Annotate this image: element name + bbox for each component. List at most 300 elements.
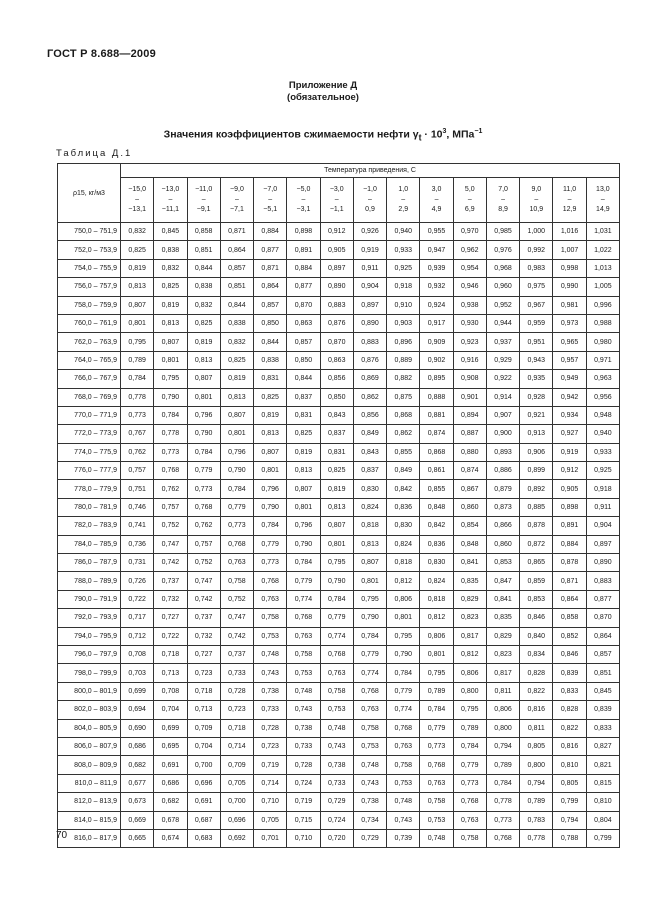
value-cell: 0,795 <box>453 701 486 719</box>
value-cell: 0,876 <box>353 351 386 369</box>
value-cell: 0,877 <box>254 241 287 259</box>
value-cell: 0,801 <box>420 645 453 663</box>
temperature-to: 10,9 <box>529 206 544 213</box>
value-cell: 0,710 <box>287 829 320 847</box>
value-cell: 0,940 <box>387 223 420 241</box>
value-cell: 0,811 <box>520 719 553 737</box>
value-cell: 0,927 <box>553 425 586 443</box>
value-cell: 0,850 <box>287 351 320 369</box>
temperature-to: −3,1 <box>296 206 311 213</box>
table-row <box>58 425 620 443</box>
value-cell: 0,806 <box>387 590 420 608</box>
heading-subscript: t <box>418 132 422 143</box>
value-cell: 0,768 <box>353 682 386 700</box>
density-range-cell: 760,0 – 761,9 <box>58 314 121 332</box>
value-cell: 0,799 <box>586 829 619 847</box>
value-cell: 0,806 <box>453 664 486 682</box>
value-cell: 0,696 <box>187 774 220 792</box>
temperature-column-header <box>220 178 253 223</box>
table-label: Таблица Д.1 <box>56 148 133 159</box>
value-cell: 0,925 <box>387 259 420 277</box>
value-cell: 0,880 <box>453 443 486 461</box>
value-cell: 0,739 <box>387 829 420 847</box>
value-cell: 0,807 <box>220 406 253 424</box>
value-cell: 0,796 <box>220 443 253 461</box>
value-cell: 0,727 <box>187 645 220 663</box>
value-cell: 0,864 <box>220 241 253 259</box>
value-cell: 0,729 <box>353 829 386 847</box>
value-cell: 0,862 <box>387 425 420 443</box>
value-cell: 0,878 <box>520 517 553 535</box>
value-cell: 0,784 <box>453 737 486 755</box>
table-row <box>58 590 620 608</box>
value-cell: 0,708 <box>154 682 187 700</box>
value-cell: 0,928 <box>520 388 553 406</box>
value-cell: 0,870 <box>586 609 619 627</box>
temperature-from: 9,0 <box>531 186 542 193</box>
value-cell: 0,903 <box>387 314 420 332</box>
temperature-to: 0,9 <box>365 206 375 213</box>
value-cell: 0,872 <box>520 535 553 553</box>
table-row <box>58 480 620 498</box>
density-range-cell: 782,0 – 783,9 <box>58 517 121 535</box>
value-cell: 0,790 <box>254 498 287 516</box>
temperature-column-header <box>121 178 154 223</box>
temperature-dash: – <box>135 196 140 203</box>
value-cell: 0,784 <box>420 701 453 719</box>
table-row <box>58 554 620 572</box>
temperature-from: 7,0 <box>498 186 508 193</box>
value-cell: 0,778 <box>486 793 519 811</box>
temperature-to: −7,1 <box>230 206 244 213</box>
density-range-cell: 784,0 – 785,9 <box>58 535 121 553</box>
density-range-cell: 810,0 – 811,9 <box>58 774 121 792</box>
value-cell: 0,871 <box>254 259 287 277</box>
value-cell: 0,703 <box>121 664 154 682</box>
table-row <box>58 406 620 424</box>
value-cell: 0,743 <box>320 737 353 755</box>
value-cell: 0,863 <box>320 351 353 369</box>
value-cell: 0,773 <box>486 811 519 829</box>
value-cell: 0,723 <box>187 664 220 682</box>
value-cell: 0,916 <box>453 351 486 369</box>
value-cell: 0,784 <box>121 370 154 388</box>
value-cell: 0,838 <box>220 314 253 332</box>
value-cell: 0,696 <box>220 811 253 829</box>
density-range-cell: 806,0 – 807,9 <box>58 737 121 755</box>
value-cell: 0,897 <box>586 535 619 553</box>
value-cell: 0,682 <box>154 793 187 811</box>
value-cell: 0,719 <box>287 793 320 811</box>
value-cell: 0,806 <box>486 701 519 719</box>
table-row <box>58 627 620 645</box>
density-range-cell: 762,0 – 763,9 <box>58 333 121 351</box>
value-cell: 0,779 <box>254 535 287 553</box>
value-cell: 0,863 <box>287 314 320 332</box>
value-cell: 0,819 <box>254 406 287 424</box>
value-cell: 0,857 <box>254 296 287 314</box>
value-cell: 0,773 <box>121 406 154 424</box>
value-cell: 0,864 <box>254 278 287 296</box>
value-cell: 0,799 <box>553 793 586 811</box>
value-cell: 0,753 <box>420 811 453 829</box>
value-cell: 0,855 <box>420 480 453 498</box>
value-cell: 0,912 <box>553 462 586 480</box>
value-cell: 0,837 <box>320 425 353 443</box>
value-cell: 0,804 <box>586 811 619 829</box>
temperature-column-header <box>320 178 353 223</box>
value-cell: 0,855 <box>387 443 420 461</box>
value-cell: 0,686 <box>121 737 154 755</box>
value-cell: 0,831 <box>287 406 320 424</box>
value-cell: 0,818 <box>387 554 420 572</box>
temperature-column-header <box>353 178 386 223</box>
density-range-cell: 796,0 – 797,9 <box>58 645 121 663</box>
value-cell: 0,858 <box>553 609 586 627</box>
temperature-column-header <box>520 178 553 223</box>
value-cell: 0,971 <box>586 351 619 369</box>
value-cell: 0,742 <box>154 554 187 572</box>
table-row <box>58 259 620 277</box>
value-cell: 0,807 <box>287 480 320 498</box>
temperature-to: 14,9 <box>596 206 610 213</box>
value-cell: 0,832 <box>121 223 154 241</box>
density-range-cell: 756,0 – 757,9 <box>58 278 121 296</box>
value-cell: 0,692 <box>220 829 253 847</box>
value-cell: 0,673 <box>121 793 154 811</box>
value-cell: 0,712 <box>121 627 154 645</box>
value-cell: 0,718 <box>187 682 220 700</box>
value-cell: 0,861 <box>420 462 453 480</box>
value-cell: 0,884 <box>553 535 586 553</box>
value-cell: 0,829 <box>486 627 519 645</box>
value-cell: 0,742 <box>220 627 253 645</box>
table-row <box>58 296 620 314</box>
document-code: ГОСТ Р 8.688—2009 <box>47 48 156 60</box>
value-cell: 0,753 <box>387 774 420 792</box>
temperature-header: Температура приведения, С <box>121 164 620 178</box>
value-cell: 0,724 <box>320 811 353 829</box>
value-cell: 0,884 <box>254 223 287 241</box>
table-row <box>58 609 620 627</box>
table-row <box>58 572 620 590</box>
value-cell: 0,805 <box>520 737 553 755</box>
value-cell: 0,816 <box>520 701 553 719</box>
value-cell: 0,844 <box>287 370 320 388</box>
value-cell: 0,733 <box>320 774 353 792</box>
table-row <box>58 498 620 516</box>
value-cell: 0,753 <box>287 664 320 682</box>
value-cell: 0,839 <box>553 664 586 682</box>
value-cell: 0,810 <box>586 793 619 811</box>
heading-superscript-1: 3 <box>442 128 447 135</box>
value-cell: 0,831 <box>320 443 353 461</box>
temperature-to: −13,1 <box>128 206 146 213</box>
value-cell: 0,930 <box>453 314 486 332</box>
value-cell: 0,678 <box>154 811 187 829</box>
value-cell: 0,973 <box>553 314 586 332</box>
value-cell: 0,768 <box>486 829 519 847</box>
density-range-cell: 800,0 – 801,9 <box>58 682 121 700</box>
value-cell: 0,854 <box>453 517 486 535</box>
value-cell: 0,822 <box>520 682 553 700</box>
value-cell: 0,738 <box>254 682 287 700</box>
appendix-header <box>0 80 646 104</box>
value-cell: 0,773 <box>154 443 187 461</box>
value-cell: 0,901 <box>453 388 486 406</box>
value-cell: 0,790 <box>220 462 253 480</box>
value-cell: 0,849 <box>387 462 420 480</box>
value-cell: 0,883 <box>353 333 386 351</box>
value-cell: 0,885 <box>520 498 553 516</box>
value-cell: 0,699 <box>121 682 154 700</box>
value-cell: 0,845 <box>586 682 619 700</box>
value-cell: 0,841 <box>453 554 486 572</box>
value-cell: 0,801 <box>387 609 420 627</box>
value-cell: 0,897 <box>320 259 353 277</box>
value-cell: 0,717 <box>121 609 154 627</box>
value-cell: 0,763 <box>320 664 353 682</box>
value-cell: 0,842 <box>387 480 420 498</box>
value-cell: 0,893 <box>486 443 519 461</box>
temperature-dash: – <box>401 196 406 203</box>
value-cell: 0,970 <box>453 223 486 241</box>
value-cell: 0,722 <box>121 590 154 608</box>
temperature-from: −9,0 <box>230 186 244 193</box>
value-cell: 0,709 <box>187 719 220 737</box>
value-cell: 0,790 <box>353 609 386 627</box>
value-cell: 0,795 <box>121 333 154 351</box>
value-cell: 0,705 <box>220 774 253 792</box>
value-cell: 0,801 <box>353 572 386 590</box>
table-row <box>58 388 620 406</box>
temperature-column-header <box>453 178 486 223</box>
heading-superscript-2: −1 <box>474 128 483 135</box>
value-cell: 0,834 <box>520 645 553 663</box>
value-cell: 0,768 <box>420 756 453 774</box>
density-range-cell: 772,0 – 773,9 <box>58 425 121 443</box>
value-cell: 0,981 <box>553 296 586 314</box>
value-cell: 0,906 <box>520 443 553 461</box>
density-range-cell: 792,0 – 793,9 <box>58 609 121 627</box>
value-cell: 0,891 <box>553 517 586 535</box>
value-cell: 0,963 <box>586 370 619 388</box>
value-cell: 0,836 <box>387 498 420 516</box>
value-cell: 0,919 <box>353 241 386 259</box>
value-cell: 0,985 <box>486 223 519 241</box>
value-cell: 0,818 <box>353 517 386 535</box>
temperature-dash: – <box>234 196 239 203</box>
temperature-to: 12,9 <box>562 206 577 213</box>
temperature-column-header <box>420 178 453 223</box>
value-cell: 0,946 <box>453 278 486 296</box>
value-cell: 0,732 <box>154 590 187 608</box>
density-range-cell: 804,0 – 805,9 <box>58 719 121 737</box>
appendix-note: (обязательное) <box>287 92 359 103</box>
value-cell: 0,831 <box>254 370 287 388</box>
value-cell: 0,790 <box>287 535 320 553</box>
value-cell: 0,817 <box>453 627 486 645</box>
value-cell: 0,784 <box>154 406 187 424</box>
value-cell: 0,713 <box>187 701 220 719</box>
value-cell: 0,752 <box>187 554 220 572</box>
value-cell: 0,832 <box>154 259 187 277</box>
value-cell: 0,813 <box>254 425 287 443</box>
value-cell: 0,801 <box>254 462 287 480</box>
value-cell: 0,807 <box>154 333 187 351</box>
page-number: 70 <box>56 830 68 841</box>
value-cell: 0,732 <box>187 627 220 645</box>
value-cell: 0,742 <box>187 590 220 608</box>
value-cell: 0,888 <box>420 388 453 406</box>
value-cell: 0,737 <box>187 609 220 627</box>
value-cell: 0,830 <box>387 517 420 535</box>
temperature-from: 5,0 <box>464 186 475 193</box>
value-cell: 0,870 <box>287 296 320 314</box>
value-cell: 0,960 <box>486 278 519 296</box>
value-cell: 0,794 <box>553 811 586 829</box>
value-cell: 0,690 <box>121 719 154 737</box>
value-cell: 0,846 <box>520 609 553 627</box>
value-cell: 0,897 <box>353 296 386 314</box>
value-cell: 0,729 <box>320 793 353 811</box>
value-cell: 0,839 <box>586 701 619 719</box>
value-cell: 0,951 <box>520 333 553 351</box>
value-cell: 0,902 <box>420 351 453 369</box>
value-cell: 0,758 <box>287 645 320 663</box>
value-cell: 0,734 <box>353 811 386 829</box>
value-cell: 0,851 <box>220 278 253 296</box>
temperature-to: 6,9 <box>464 206 475 213</box>
value-cell: 0,794 <box>520 774 553 792</box>
value-cell: 0,846 <box>553 645 586 663</box>
table-row <box>58 278 620 296</box>
value-cell: 0,753 <box>254 627 287 645</box>
value-cell: 0,919 <box>553 443 586 461</box>
temperature-column-header <box>586 178 619 223</box>
value-cell: 0,784 <box>287 554 320 572</box>
value-cell: 0,878 <box>553 554 586 572</box>
temperature-from: −13,0 <box>161 186 180 193</box>
value-cell: 0,849 <box>353 425 386 443</box>
value-cell: 0,856 <box>320 370 353 388</box>
value-cell: 0,824 <box>420 572 453 590</box>
value-cell: 0,821 <box>586 756 619 774</box>
value-cell: 0,718 <box>154 645 187 663</box>
value-cell: 0,789 <box>420 682 453 700</box>
value-cell: 0,796 <box>287 517 320 535</box>
value-cell: 0,736 <box>121 535 154 553</box>
table-row <box>58 811 620 829</box>
value-cell: 0,813 <box>154 314 187 332</box>
value-cell: 0,713 <box>154 664 187 682</box>
value-cell: 0,763 <box>420 774 453 792</box>
value-cell: 0,752 <box>154 517 187 535</box>
value-cell: 0,856 <box>353 406 386 424</box>
value-cell: 0,857 <box>287 333 320 351</box>
value-cell: 0,789 <box>121 351 154 369</box>
value-cell: 0,837 <box>287 388 320 406</box>
value-cell: 0,726 <box>121 572 154 590</box>
value-cell: 0,818 <box>420 590 453 608</box>
value-cell: 0,911 <box>353 259 386 277</box>
value-cell: 0,813 <box>121 278 154 296</box>
value-cell: 0,853 <box>486 554 519 572</box>
value-cell: 0,737 <box>220 645 253 663</box>
value-cell: 0,890 <box>320 278 353 296</box>
table-row <box>58 314 620 332</box>
value-cell: 0,790 <box>320 572 353 590</box>
value-cell: 0,722 <box>154 627 187 645</box>
value-cell: 0,733 <box>287 737 320 755</box>
density-range-cell: 778,0 – 779,9 <box>58 480 121 498</box>
value-cell: 0,758 <box>220 572 253 590</box>
value-cell: 0,841 <box>486 590 519 608</box>
temperature-dash: – <box>534 196 539 203</box>
value-cell: 0,877 <box>586 590 619 608</box>
temperature-to: 2,9 <box>398 206 409 213</box>
value-cell: 0,795 <box>353 590 386 608</box>
value-cell: 0,847 <box>486 572 519 590</box>
value-cell: 0,860 <box>453 498 486 516</box>
value-cell: 0,669 <box>121 811 154 829</box>
value-cell: 0,800 <box>453 682 486 700</box>
value-cell: 0,699 <box>154 719 187 737</box>
temperature-to: 4,9 <box>431 206 442 213</box>
temperature-dash: – <box>168 196 173 203</box>
value-cell: 0,858 <box>187 223 220 241</box>
density-range-cell: 750,0 – 751,9 <box>58 223 121 241</box>
value-cell: 0,813 <box>320 498 353 516</box>
value-cell: 0,773 <box>254 554 287 572</box>
heading-unit: , МПа <box>446 128 475 141</box>
value-cell: 0,774 <box>387 701 420 719</box>
value-cell: 0,904 <box>586 517 619 535</box>
value-cell: 0,853 <box>520 590 553 608</box>
value-cell: 0,844 <box>254 333 287 351</box>
value-cell: 0,948 <box>586 406 619 424</box>
value-cell: 0,665 <box>121 829 154 847</box>
table-row <box>58 793 620 811</box>
temperature-dash: – <box>567 196 572 203</box>
value-cell: 0,851 <box>187 241 220 259</box>
value-cell: 0,762 <box>121 443 154 461</box>
value-cell: 0,773 <box>420 737 453 755</box>
density-range-cell: 788,0 – 789,9 <box>58 572 121 590</box>
value-cell: 0,768 <box>387 719 420 737</box>
value-cell: 0,851 <box>586 664 619 682</box>
value-cell: 0,790 <box>187 425 220 443</box>
value-cell: 0,968 <box>486 259 519 277</box>
table-row <box>58 756 620 774</box>
value-cell: 0,935 <box>520 370 553 388</box>
value-cell: 0,801 <box>187 388 220 406</box>
value-cell: 0,813 <box>287 462 320 480</box>
value-cell: 0,748 <box>353 756 386 774</box>
value-cell: 0,939 <box>420 259 453 277</box>
value-cell: 0,857 <box>220 259 253 277</box>
value-cell: 0,835 <box>453 572 486 590</box>
value-cell: 0,709 <box>220 756 253 774</box>
value-cell: 0,763 <box>453 811 486 829</box>
value-cell: 0,728 <box>287 756 320 774</box>
value-cell: 0,944 <box>486 314 519 332</box>
temperature-column-header <box>287 178 320 223</box>
density-range-cell: 764,0 – 765,9 <box>58 351 121 369</box>
value-cell: 0,929 <box>486 351 519 369</box>
value-cell: 0,743 <box>254 664 287 682</box>
value-cell: 0,925 <box>586 462 619 480</box>
